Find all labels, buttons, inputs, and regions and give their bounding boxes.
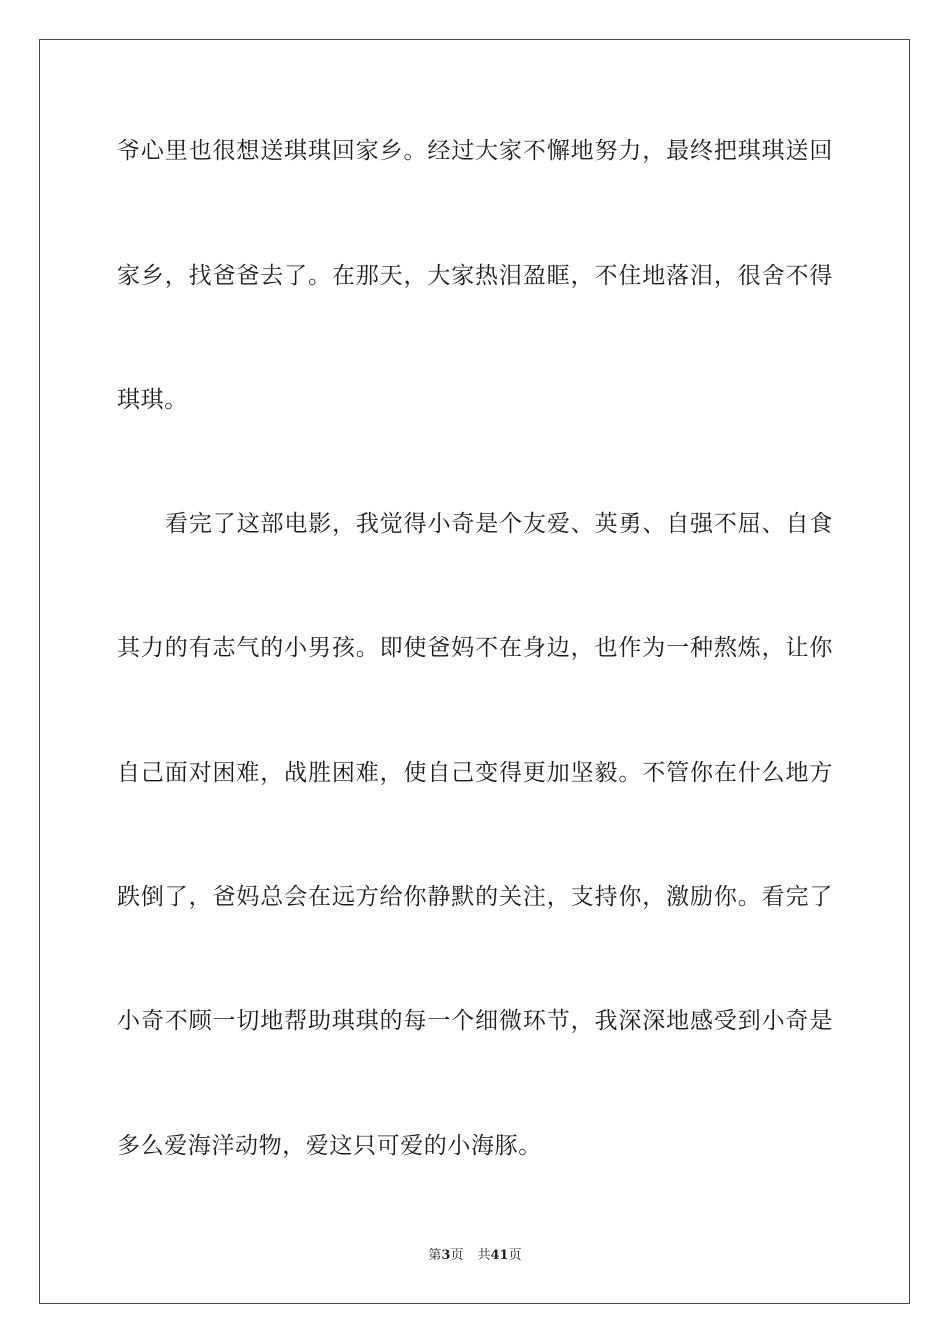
text-line-2: 家乡，找爸爸去了。在那天，大家热泪盈眶，不住地落泪，很舍不得	[117, 263, 833, 289]
text-line-8: 小奇不顾一切地帮助琪琪的每一个细微环节，我深深地感受到小奇是	[117, 1008, 833, 1034]
footer-page-prefix: 第	[428, 1248, 442, 1263]
footer-total-suffix: 页	[508, 1248, 522, 1263]
page-footer	[0, 1247, 950, 1265]
text-line-9: 多么爱海洋动物，爱这只可爱的小海豚。	[117, 1133, 542, 1159]
footer-total-prefix: 共	[477, 1248, 491, 1263]
text-line-1: 爷心里也很想送琪琪回家乡。经过大家不懈地努力，最终把琪琪送回	[117, 138, 833, 164]
page-border	[39, 39, 910, 1304]
footer-total-pages: 41	[490, 1248, 509, 1263]
footer-page-suffix: 页	[450, 1248, 464, 1263]
text-line-4: 看完了这部电影，我觉得小奇是个友爱、英勇、自强不屈、自食	[165, 511, 833, 537]
footer-page-number: 3	[441, 1248, 451, 1263]
text-line-5: 其力的有志气的小男孩。即使爸妈不在身边，也作为一种熬炼，让你	[117, 635, 833, 661]
text-line-7: 跌倒了，爸妈总会在远方给你静默的关注，支持你，激励你。看完了	[117, 884, 833, 910]
text-line-3: 琪琪。	[117, 387, 188, 413]
text-line-6: 自己面对困难，战胜困难，使自己变得更加坚毅。不管你在什么地方	[117, 760, 833, 786]
